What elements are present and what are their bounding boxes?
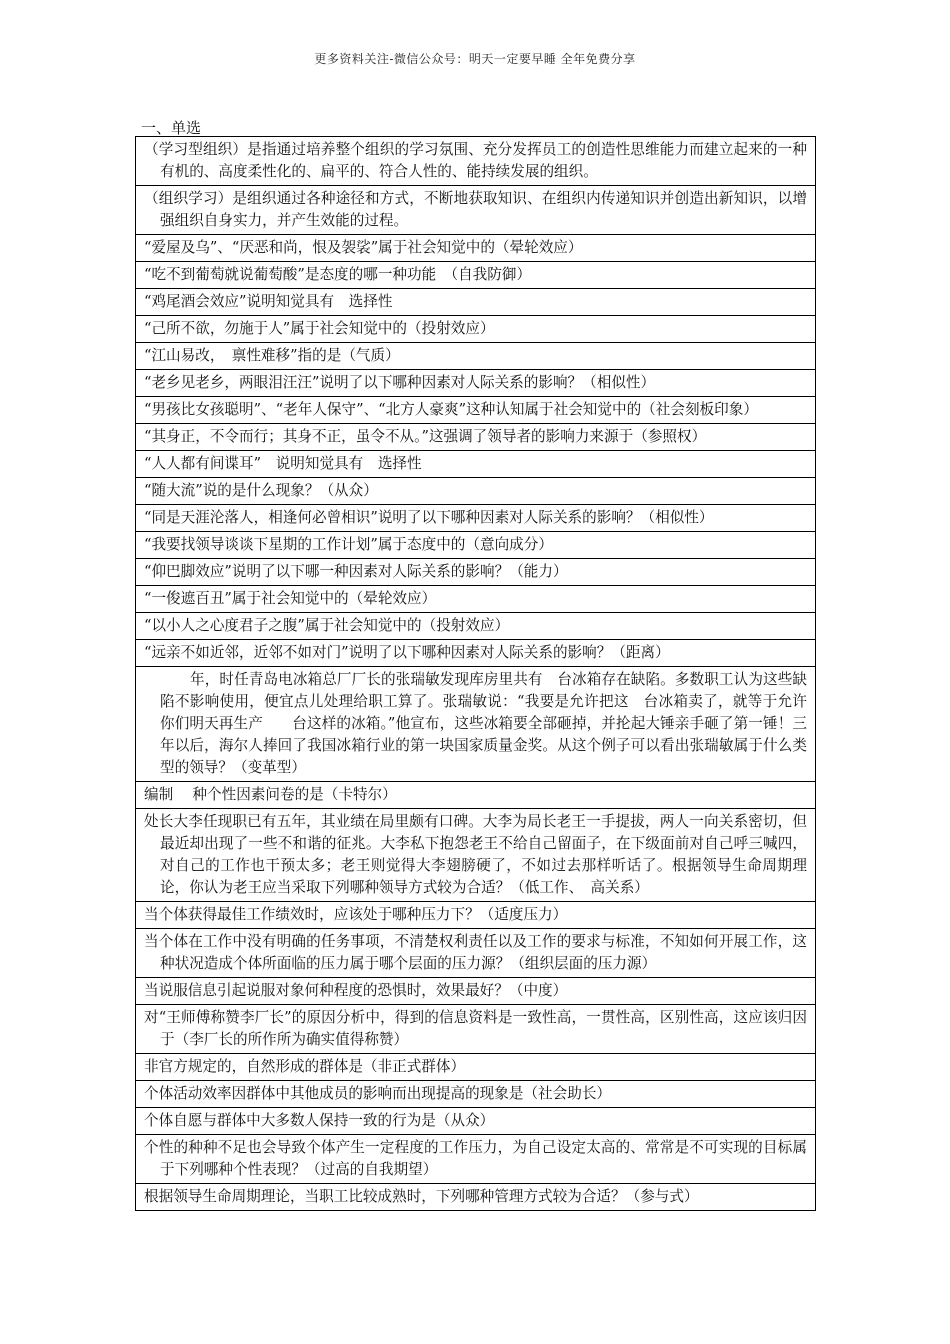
question-text: 当个体获得最佳工作绩效时，应该处于哪种压力下？（适度压力） [144,906,568,923]
table-row [136,478,816,505]
question-text: “鸡尾酒会效应”说明知觉具有 选择性 [144,293,393,310]
question-table [135,136,816,1211]
question-text: 个体活动效率因群体中其他成员的影响而出现提高的现象是（社会助长） [144,1085,612,1102]
question-text: “一俊遮百丑”属于社会知觉中的（晕轮效应） [144,590,437,607]
table-row [136,929,816,978]
table-row [136,397,816,424]
table-row [136,451,816,478]
table-row [136,137,816,186]
table-row [136,289,816,316]
table-row [136,370,816,397]
table-row [136,262,816,289]
question-text: “随大流”说的是什么现象？（从众） [144,482,378,499]
table-row [136,1054,816,1081]
question-text: （组织学习）是组织通过各种途径和方式，不断地获取知识、在组织内传递知识并创造出新知识，以增强组织自身实力，并产生效能的过程。 [144,190,807,229]
question-text: 当说服信息引起说服对象何种程度的恐惧时，效果最好？（中度） [144,982,568,999]
question-text: “己所不欲，勿施于人”属于社会知觉中的（投射效应） [144,320,495,337]
table-row [136,505,816,532]
question-text: （学习型组织）是指通过培养整个组织的学习氛围、充分发挥员工的创造性思维能力而建立起来的一种有机的、高度柔性化的、扁平的、符合人性的、能持续发展的组织。 [144,141,807,180]
table-row [136,235,816,262]
question-text: “其身正，不令而行；其身不正，虽令不从。”这强调了领导者的影响力来源于（参照权） [144,428,707,445]
question-text: “江山易改， 禀性难移”指的是（气质） [144,347,400,364]
table-row [136,1005,816,1054]
table-row [136,1081,816,1108]
question-text: “仰巴脚效应”说明了以下哪一种因素对人际关系的影响？（能力） [144,563,568,580]
table-row [136,902,816,929]
question-text: “远亲不如近邻，近邻不如对门”说明了以下哪种因素对人际关系的影响？（距离） [144,644,670,661]
table-row [136,613,816,640]
question-text: 处长大李任现职已有五年，其业绩在局里颇有口碑。大李为局长老王一手提拔，两人一向关系密切，但最近却出现了一些不和谐的征兆。大李私下抱怨老王不给自己留面子，在下级面前对自己呼三喊四，对自己的工作也干预太多；老王则觉得大李翅膀硬了，不如过去那样听话了。根据领导生命周期理论，你认为老王应当采取下列哪种领导方式较为合适？（低工作、 高关系） [144,813,807,896]
question-text: 个体自愿与群体中大多数人保持一致的行为是（从众） [144,1112,495,1129]
table-row [136,343,816,370]
question-text: “老乡见老乡，两眼泪汪汪”说明了以下哪种因素对人际关系的影响？（相似性） [144,374,656,391]
table-row [136,424,816,451]
table-row [136,1135,816,1184]
table-row [136,978,816,1005]
table-row [136,782,816,809]
question-text: “爱屋及乌”、“厌恶和尚，恨及袈裟”属于社会知觉中的（晕轮效应） [144,239,583,256]
question-text: “同是天涯沦落人，相逢何必曾相识”说明了以下哪种因素对人际关系的影响？（相似性） [144,509,714,526]
question-text: 编制 种个性因素问卷的是（卡特尔） [144,786,397,803]
question-text: 对“王师傅称赞李厂长”的原因分析中，得到的信息资料是一致性高，一贯性高，区别性高，这应该归因于（李厂长的所作所为确实值得称赞） [144,1009,807,1048]
table-row [136,316,816,343]
question-text: 个性的种种不足也会导致个体产生一定程度的工作压力，为自己设定太高的、常常是不可实现的目标属于下列哪种个性表现？（过高的自我期望） [144,1139,807,1178]
question-text: “我要找领导谈谈下星期的工作计划”属于态度中的（意向成分） [144,536,553,553]
table-row [136,1108,816,1135]
table-row [136,809,816,902]
question-text: “以小人之心度君子之腹”属于社会知觉中的（投射效应） [144,617,510,634]
table-row [136,1184,816,1211]
section-title: 一、单选 [141,119,202,137]
question-text: “吃不到葡萄就说葡萄酸”是态度的哪一种功能 （自我防御） [144,266,532,283]
question-text: “男孩比女孩聪明”、“老年人保守”、“北方人豪爽”这种认知属于社会知觉中的（社会刻板印象） [144,401,758,418]
table-row [136,186,816,235]
question-text: 根据领导生命周期理论，当职工比较成熟时，下列哪种管理方式较为合适？（参与式） [144,1188,699,1205]
table-row [136,532,816,559]
table-row [136,640,816,667]
question-text: “人人都有间谍耳” 说明知觉具有 选择性 [144,455,422,472]
table-row [136,586,816,613]
question-text: 当个体在工作中没有明确的任务事项，不清楚权利责任以及工作的要求与标准，不知如何开展工作，这种状况造成个体所面临的压力属于哪个层面的压力源？（组织层面的压力源） [144,933,807,972]
table-row [136,667,816,782]
table-row [136,559,816,586]
question-text: 年，时任青岛电冰箱总厂厂长的张瑞敏发现库房里共有 台冰箱存在缺陷。多数职工认为这些缺陷不影响使用，便宜点儿处理给职工算了。张瑞敏说：“我要是允许把这 台冰箱卖了，就等于允许你们明天再生产 台这样的冰箱。”他宣布，这些冰箱要全部砸掉，并抡起大锤亲手砸了第一锤！三年以后，海尔人捧回了我国冰箱行业的第一块国家质量金奖。从这个例子可以看出张瑞敏属于什么类型的领导？（变革型） [160,671,807,776]
question-text: 非官方规定的，自然形成的群体是（非正式群体） [144,1058,466,1075]
page-header: 更多资料关注-微信公众号：明天一定要早睡 全年免费分享 [314,52,636,66]
